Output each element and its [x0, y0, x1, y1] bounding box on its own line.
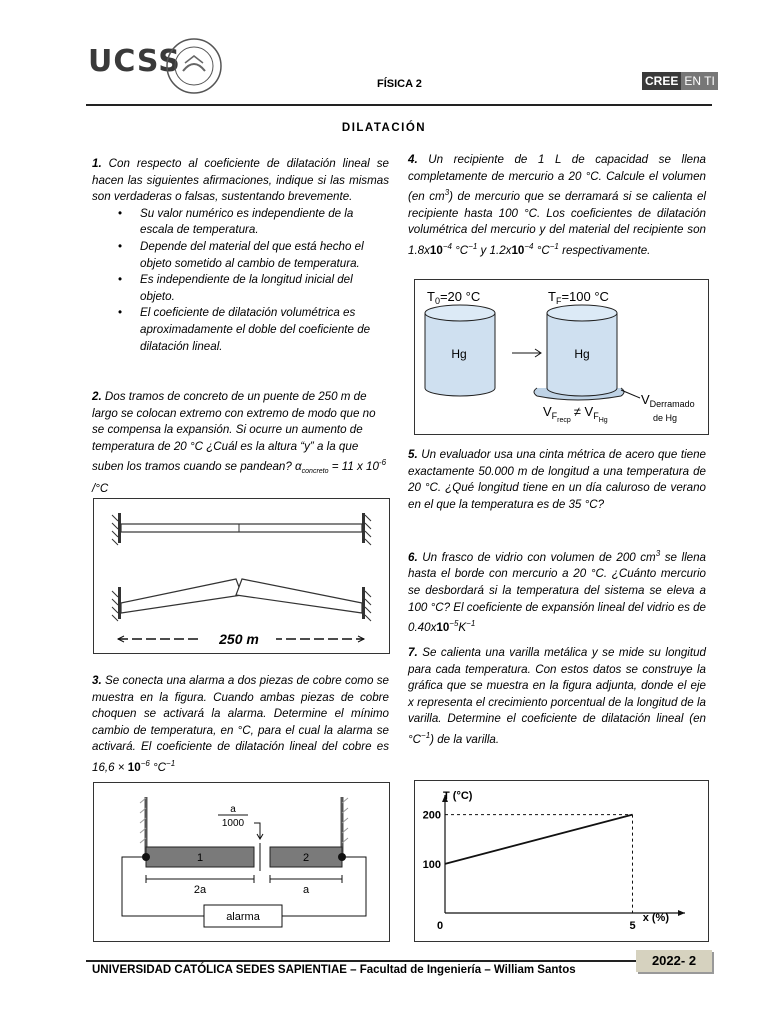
question-number: 2.: [92, 390, 102, 403]
cree-text: CREE: [642, 72, 681, 90]
question-number: 1.: [92, 157, 102, 170]
unit: /°C: [92, 482, 109, 496]
hg-label-final: Hg: [574, 347, 590, 361]
hg-label-initial: Hg: [451, 347, 467, 361]
t0-label: $T_0=20$ °C: [427, 289, 481, 306]
unit-exponent: −1: [166, 758, 176, 768]
en-ti-text: EN TI: [681, 72, 717, 90]
dim-a-label: a: [302, 884, 310, 896]
question-2: [92, 389, 389, 498]
tf-label: $T_F=100$ °C: [548, 289, 609, 306]
question-text: Un frasco de vidrio con volumen de 200 cm: [422, 550, 656, 564]
subscript: concreto: [301, 468, 329, 476]
left-wall-top: [112, 513, 121, 545]
piece-1-label: 1: [196, 852, 204, 864]
gap-fraction-den: 1000: [221, 818, 245, 829]
mercury-container-figure: [414, 279, 709, 435]
exponent: -6: [378, 458, 387, 468]
piece-2-label: 2: [302, 852, 310, 864]
question-5: [408, 447, 706, 513]
dimension-label: 250 m: [219, 631, 259, 647]
header-rule: [86, 104, 712, 106]
question-text-4: respectivamente.: [558, 243, 651, 257]
x-axis-label: x (%): [642, 912, 669, 924]
question-3: [92, 673, 389, 776]
question-text: Con respecto al coeficiente de dilatación lineal se hacen las siguientes afirmaciones, indique si las mismas son verdaderas o falsas, sustentando brevemente.: [92, 157, 389, 204]
exponent: −5: [449, 619, 459, 629]
left-wall: [140, 797, 146, 858]
question-1: [92, 156, 389, 355]
list-item: • Es independiente de la longitud inicial del objeto.: [140, 272, 389, 305]
bullet-list: [92, 206, 389, 355]
question-text-2: ) de la varilla.: [430, 732, 500, 746]
list-item: • El coeficiente de dilatación volumétrica es aproximadamente el doble del coeficiente de dilatación lineal.: [140, 305, 389, 355]
unit: °C: [533, 243, 550, 257]
term-badge: 2022- 2: [636, 950, 712, 972]
dim-2a-label: 2a: [193, 884, 207, 896]
alarm-label: alarma: [226, 911, 260, 923]
footer-rule: [86, 960, 712, 962]
unit: °C: [451, 243, 469, 257]
x-tick-label: 0: [437, 920, 444, 932]
question-number: 7.: [408, 646, 418, 659]
coefficient: 10: [127, 760, 141, 774]
right-wall: [342, 797, 348, 858]
v-derramado-sub2: de Hg: [653, 413, 678, 423]
unit-exponent: −1: [549, 241, 559, 251]
question-number: 4.: [408, 153, 418, 166]
text-tail: = 11 x 10: [328, 460, 379, 474]
question-number: 5.: [408, 448, 418, 461]
unit: °C: [408, 732, 422, 746]
question-4: [408, 152, 706, 259]
right-wall-top: [362, 513, 371, 545]
temperature-chart: [414, 780, 709, 942]
list-item: • Su valor numérico es independiente de la escala de temperatura.: [140, 206, 389, 239]
cree-en-ti-logo: [642, 72, 718, 90]
question-text: Se conecta una alarma a dos piezas de cobre como se muestra en la figura. Cuando ambas piezas de cobre choquen se activará la alarma. Determine el mínimo cambio de temperatura, en °C, para el cual la alarma se activará. El coeficiente de dilatación lineal del cobre es 16,6 ×: [92, 674, 389, 774]
arrow-icon: [512, 349, 541, 357]
unit: °C: [149, 760, 167, 774]
flat-bridge: [121, 524, 362, 532]
question-text-2: ) de mercurio que se derramará si se calienta el recipiente hasta 100 °C. Los coeficientes de dilatación volumétrica del mercurio y del material del recipiente son 1.8x: [408, 190, 707, 257]
data-line: [445, 815, 633, 864]
exponent: −4: [524, 241, 534, 251]
v-derramado: $V_{Derramado}$: [641, 392, 695, 409]
unit-exponent: −1: [421, 730, 431, 740]
unit: K: [458, 621, 467, 635]
exponent: 3: [655, 549, 661, 558]
question-7: [408, 645, 706, 748]
y-tick-label: 100: [422, 858, 441, 871]
course-title: FÍSICA 2: [377, 78, 422, 90]
buckled-span-right: [236, 579, 362, 613]
alarm-figure: [93, 782, 390, 942]
question-text: Un evaluador usa una cinta métrica de acero que tiene exactamente 50.000 m de longitud a una temperatura de 20 °C. ¿Qué longitud tiene en un día caluroso de verano en el que la temperatura es de 35 °C?: [408, 448, 706, 511]
question-text-3: y 1.2x: [477, 243, 512, 257]
unit-exponent: −1: [466, 619, 476, 629]
coefficient-1: 10: [429, 243, 443, 257]
unit-exponent: −1: [468, 241, 478, 251]
document-title: DILATACIÓN: [341, 122, 427, 134]
question-text-2: se llena hasta el borde con mercurio a 20 °C. ¿Cuánto mercurio se desbordará si la temperatura del sistema se eleva a 100 °C? El coeficiente de expansión lineal del vidrio es de 0.40x: [408, 550, 706, 635]
university-seal: [165, 37, 223, 95]
y-axis-label: T (°C): [443, 790, 473, 802]
buckled-span-left: [121, 579, 242, 613]
exponent: −4: [442, 241, 452, 251]
gap-fraction-num: a: [230, 804, 236, 815]
list-item: • Depende del material del que está hecho el objeto sometido al cambio de temperatura.: [140, 239, 389, 272]
bridge-figure: [93, 498, 390, 654]
volume-inequality: $V_{Frecp}\ne V_{FHg}$: [543, 404, 608, 424]
footer-text: UNIVERSIDAD CATÓLICA SEDES SAPIENTIAE – Facultad de Ingeniería – William Santos: [92, 964, 576, 976]
right-wall-bottom: [362, 587, 371, 621]
question-6: [408, 546, 706, 637]
y-tick-label: 200: [422, 809, 441, 822]
ucss-logo: UCSS: [88, 44, 181, 79]
x-tick-label: 5: [629, 920, 636, 932]
exponent: 3: [444, 188, 450, 198]
question-text: Se calienta una varilla metálica y se mide su longitud para cada temperatura. Con estos datos se construye la gráfica que se muestra en la figura adjunta, donde el eje x representa el crecimiento porcentual de la longitud de la varilla. Determine el coeficiente de dilatación lineal (en: [408, 646, 706, 726]
question-text: Un recipiente de 1 L de capacidad se llena completamente de mercurio a 20 °C. Calcule el volumen (en cm: [408, 153, 706, 204]
question-number: 6.: [408, 550, 418, 564]
x-axis-arrow: [678, 910, 685, 916]
coefficient: 10: [436, 621, 450, 635]
left-wall-bottom: [112, 587, 121, 621]
question-text: Dos tramos de concreto de un puente de 250 m de largo se colocan extremo con extremo de modo que no se compensa la expansión. Si ocurre un aumento de temperatura de 20 °C ¿Cuál es la altura “y” a la que suben los tramos cuando se pandean? α: [92, 390, 376, 474]
exponent: −6: [140, 758, 150, 768]
coefficient-2: 10: [511, 243, 525, 257]
question-number: 3.: [92, 674, 102, 687]
gap-arrow: [254, 823, 263, 839]
